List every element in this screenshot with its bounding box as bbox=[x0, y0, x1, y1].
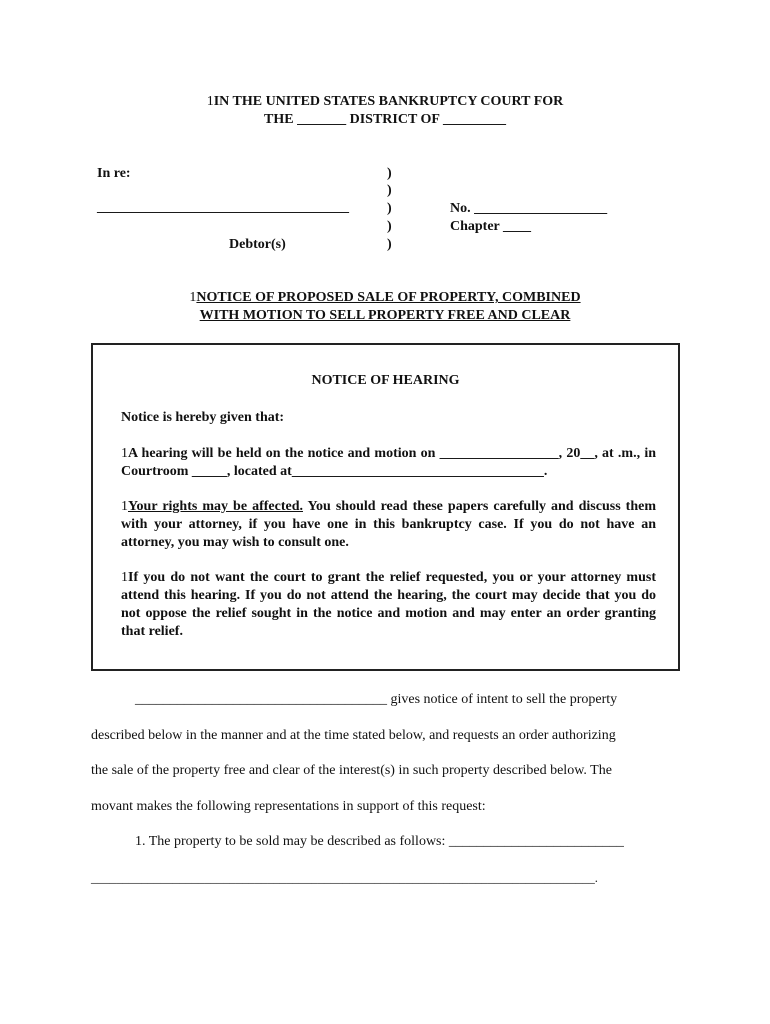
numbered-item-1-continuation: ________________________________________________________________________________. bbox=[91, 871, 598, 885]
chapter-number: Chapter ____ bbox=[450, 219, 532, 234]
debtor-name-line: ____________________________________ bbox=[97, 200, 349, 215]
footnote-marker: 1 bbox=[206, 94, 214, 109]
court-heading-line2: THE _______ DISTRICT OF _________ bbox=[264, 112, 506, 127]
hearing-paragraph: 1A hearing will be held on the notice and motion on _________________, 20__, at .m., in Courtroom _____, located at____________________________________. bbox=[121, 446, 656, 479]
document-title-line1: 1NOTICE OF PROPOSED SALE OF PROPERTY, COMBINED bbox=[189, 290, 581, 305]
court-heading-line1: 1IN THE UNITED STATES BANKRUPTCY COURT FOR bbox=[206, 94, 564, 109]
debtor-label: Debtor(s) bbox=[229, 237, 286, 252]
footnote-marker: 1 bbox=[189, 290, 197, 305]
caption-paren: ) bbox=[387, 183, 392, 198]
in-re-label: In re: bbox=[97, 166, 131, 181]
rights-paragraph: 1Your rights may be affected. You should read these papers carefully and discuss them with your attorney, if you have one in this bankruptcy case. If you do not have an attorney, you may wish to consult one. bbox=[121, 499, 656, 550]
notice-heading: NOTICE OF HEARING bbox=[311, 373, 460, 388]
body-line: the sale of the property free and clear of the interest(s) in such property described below. The bbox=[91, 763, 612, 778]
notice-of-hearing-box bbox=[91, 343, 680, 671]
caption-paren: ) bbox=[387, 219, 392, 234]
caption-paren: ) bbox=[387, 201, 392, 216]
footnote-marker: 1 bbox=[121, 446, 128, 461]
caption-paren: ) bbox=[387, 237, 392, 252]
footnote-marker: 1 bbox=[121, 570, 128, 585]
footnote-marker: 1 bbox=[121, 499, 128, 514]
caption-paren: ) bbox=[387, 166, 392, 181]
notice-intro: Notice is hereby given that: bbox=[121, 410, 285, 425]
attendance-paragraph: 1If you do not want the court to grant the relief requested, you or your attorney must attend this hearing. If you do not attend the hearing, the court may decide that you do not oppose the relief sought in the notice and motion and may enter an order granting that relief. bbox=[121, 570, 656, 639]
body-line: ____________________________________ gives notice of intent to sell the property bbox=[135, 692, 618, 707]
body-line: described below in the manner and at the time stated below, and requests an order authorizing bbox=[91, 728, 616, 743]
case-number: No. ___________________ bbox=[450, 201, 608, 216]
numbered-item-1: 1. The property to be sold may be described as follows: _________________________ bbox=[135, 834, 624, 849]
document-title-line2: WITH MOTION TO SELL PROPERTY FREE AND CLEAR bbox=[199, 308, 571, 323]
body-line: movant makes the following representations in support of this request: bbox=[91, 799, 486, 814]
